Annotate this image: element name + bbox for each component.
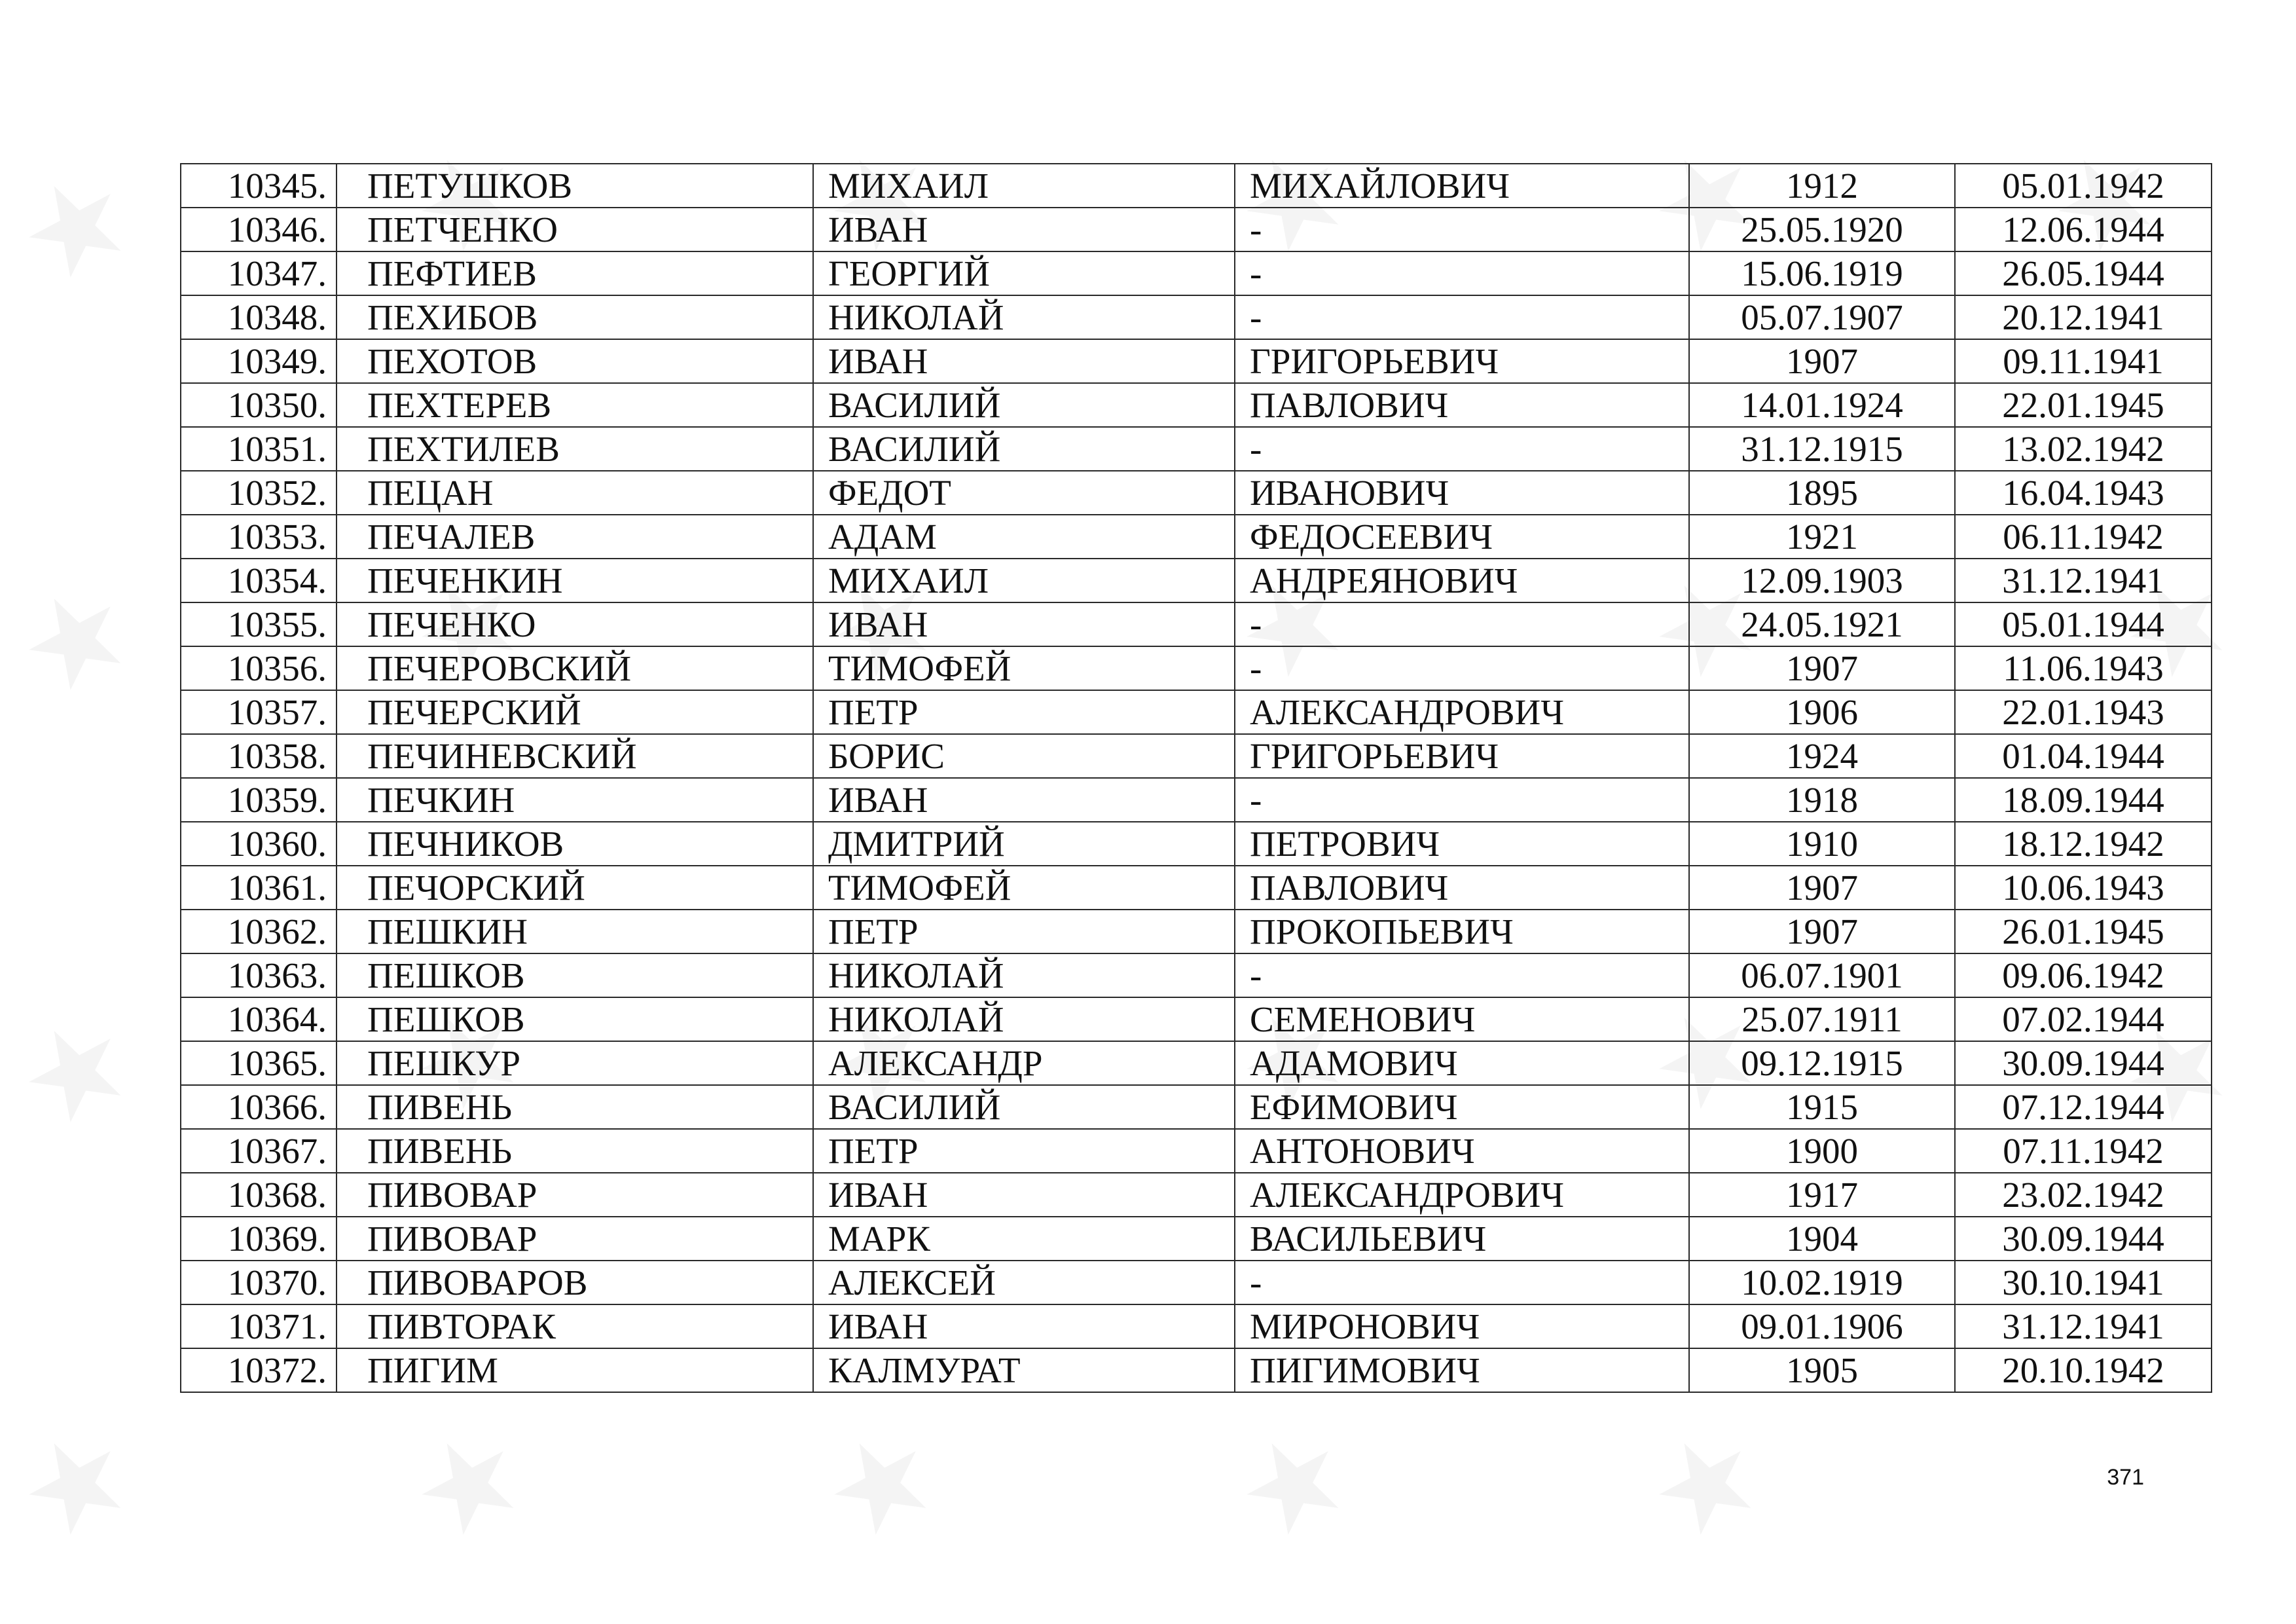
record-number-cell: 10366.: [181, 1085, 337, 1129]
record-number-cell: 10359.: [181, 778, 337, 822]
patronymic-cell: МИХАЙЛОВИЧ: [1235, 164, 1689, 208]
last-name-cell: ПЕХТЕРЕВ: [337, 383, 813, 427]
death-date-cell: 22.01.1945: [1955, 383, 2212, 427]
first-name-cell: АДАМ: [813, 515, 1235, 559]
record-number-cell: 10346.: [181, 208, 337, 251]
last-name-cell: ПЕЧКИН: [337, 778, 813, 822]
patronymic-cell: ЕФИМОВИЧ: [1235, 1085, 1689, 1129]
patronymic-cell: -: [1235, 646, 1689, 690]
death-date-cell: 11.06.1943: [1955, 646, 2212, 690]
last-name-cell: ПИВЕНЬ: [337, 1085, 813, 1129]
last-name-cell: ПЕШКОВ: [337, 997, 813, 1041]
table-row: [181, 1085, 2212, 1129]
page-number: 371: [2107, 1465, 2144, 1490]
death-date-cell: 18.12.1942: [1955, 822, 2212, 866]
first-name-cell: КАЛМУРАТ: [813, 1348, 1235, 1392]
star-icon: [9, 1005, 142, 1137]
record-number-cell: 10367.: [181, 1129, 337, 1173]
table-row: [181, 866, 2212, 910]
birth-date-cell: 1907: [1689, 866, 1955, 910]
record-number-cell: 10352.: [181, 471, 337, 515]
birth-date-cell: 1907: [1689, 339, 1955, 383]
patronymic-cell: -: [1235, 1261, 1689, 1304]
first-name-cell: МАРК: [813, 1217, 1235, 1261]
birth-date-cell: 1906: [1689, 690, 1955, 734]
death-date-cell: 07.12.1944: [1955, 1085, 2212, 1129]
record-number-cell: 10363.: [181, 953, 337, 997]
birth-date-cell: 15.06.1919: [1689, 251, 1955, 295]
table-row: [181, 646, 2212, 690]
first-name-cell: НИКОЛАЙ: [813, 997, 1235, 1041]
last-name-cell: ПЕЧНИКОВ: [337, 822, 813, 866]
last-name-cell: ПЕХТИЛЕВ: [337, 427, 813, 471]
table-row: [181, 953, 2212, 997]
last-name-cell: ПЕФТИЕВ: [337, 251, 813, 295]
record-number-cell: 10345.: [181, 164, 337, 208]
birth-date-cell: 1900: [1689, 1129, 1955, 1173]
death-date-cell: 31.12.1941: [1955, 1304, 2212, 1348]
last-name-cell: ПЕЧЕНКО: [337, 602, 813, 646]
first-name-cell: ВАСИЛИЙ: [813, 427, 1235, 471]
death-date-cell: 18.09.1944: [1955, 778, 2212, 822]
table-row: [181, 251, 2212, 295]
death-date-cell: 09.11.1941: [1955, 339, 2212, 383]
last-name-cell: ПИВОВАР: [337, 1173, 813, 1217]
first-name-cell: ПЕТР: [813, 690, 1235, 734]
first-name-cell: АЛЕКСАНДР: [813, 1041, 1235, 1085]
last-name-cell: ПЕТУШКОВ: [337, 164, 813, 208]
patronymic-cell: ФЕДОСЕЕВИЧ: [1235, 515, 1689, 559]
first-name-cell: МИХАИЛ: [813, 164, 1235, 208]
death-date-cell: 22.01.1943: [1955, 690, 2212, 734]
birth-date-cell: 1904: [1689, 1217, 1955, 1261]
record-number-cell: 10360.: [181, 822, 337, 866]
birth-date-cell: 31.12.1915: [1689, 427, 1955, 471]
patronymic-cell: ГРИГОРЬЕВИЧ: [1235, 734, 1689, 778]
patronymic-cell: ПЕТРОВИЧ: [1235, 822, 1689, 866]
death-date-cell: 13.02.1942: [1955, 427, 2212, 471]
star-icon: [1227, 1417, 1360, 1550]
last-name-cell: ПЕЧОРСКИЙ: [337, 866, 813, 910]
record-number-cell: 10351.: [181, 427, 337, 471]
patronymic-cell: ПРОКОПЬЕВИЧ: [1235, 910, 1689, 953]
patronymic-cell: АДАМОВИЧ: [1235, 1041, 1689, 1085]
patronymic-cell: ГРИГОРЬЕВИЧ: [1235, 339, 1689, 383]
record-number-cell: 10353.: [181, 515, 337, 559]
death-date-cell: 09.06.1942: [1955, 953, 2212, 997]
birth-date-cell: 1912: [1689, 164, 1955, 208]
table-row: [181, 1217, 2212, 1261]
table-row: [181, 910, 2212, 953]
star-icon: [9, 160, 142, 293]
birth-date-cell: 1905: [1689, 1348, 1955, 1392]
patronymic-cell: ИВАНОВИЧ: [1235, 471, 1689, 515]
table-row: [181, 1261, 2212, 1304]
table-row: [181, 383, 2212, 427]
record-number-cell: 10362.: [181, 910, 337, 953]
birth-date-cell: 05.07.1907: [1689, 295, 1955, 339]
last-name-cell: ПЕЧАЛЕВ: [337, 515, 813, 559]
first-name-cell: ИВАН: [813, 208, 1235, 251]
record-number-cell: 10349.: [181, 339, 337, 383]
first-name-cell: ТИМОФЕЙ: [813, 646, 1235, 690]
table-row: [181, 339, 2212, 383]
birth-date-cell: 1910: [1689, 822, 1955, 866]
first-name-cell: ДМИТРИЙ: [813, 822, 1235, 866]
death-date-cell: 06.11.1942: [1955, 515, 2212, 559]
table-row: [181, 427, 2212, 471]
patronymic-cell: СЕМЕНОВИЧ: [1235, 997, 1689, 1041]
patronymic-cell: ПИГИМОВИЧ: [1235, 1348, 1689, 1392]
table-row: [181, 295, 2212, 339]
first-name-cell: ИВАН: [813, 339, 1235, 383]
table-row: [181, 778, 2212, 822]
first-name-cell: ИВАН: [813, 778, 1235, 822]
birth-date-cell: 24.05.1921: [1689, 602, 1955, 646]
last-name-cell: ПЕХИБОВ: [337, 295, 813, 339]
record-number-cell: 10365.: [181, 1041, 337, 1085]
patronymic-cell: АНТОНОВИЧ: [1235, 1129, 1689, 1173]
table-row: [181, 690, 2212, 734]
table-row: [181, 1041, 2212, 1085]
patronymic-cell: -: [1235, 208, 1689, 251]
last-name-cell: ПЕЧЕНКИН: [337, 559, 813, 602]
last-name-cell: ПЕЦАН: [337, 471, 813, 515]
records-table: [180, 163, 2212, 1393]
table-row: [181, 515, 2212, 559]
table-row: [181, 559, 2212, 602]
table-row: [181, 471, 2212, 515]
table-row: [181, 1129, 2212, 1173]
record-number-cell: 10357.: [181, 690, 337, 734]
last-name-cell: ПИВЕНЬ: [337, 1129, 813, 1173]
last-name-cell: ПИВТОРАК: [337, 1304, 813, 1348]
last-name-cell: ПЕШКОВ: [337, 953, 813, 997]
first-name-cell: МИХАИЛ: [813, 559, 1235, 602]
table-row: [181, 1173, 2212, 1217]
first-name-cell: ПЕТР: [813, 910, 1235, 953]
death-date-cell: 20.10.1942: [1955, 1348, 2212, 1392]
patronymic-cell: -: [1235, 427, 1689, 471]
last-name-cell: ПЕЧЕРСКИЙ: [337, 690, 813, 734]
table-row: [181, 208, 2212, 251]
birth-date-cell: 10.02.1919: [1689, 1261, 1955, 1304]
record-number-cell: 10368.: [181, 1173, 337, 1217]
birth-date-cell: 14.01.1924: [1689, 383, 1955, 427]
birth-date-cell: 06.07.1901: [1689, 953, 1955, 997]
birth-date-cell: 1907: [1689, 910, 1955, 953]
last-name-cell: ПЕШКИН: [337, 910, 813, 953]
patronymic-cell: ВАСИЛЬЕВИЧ: [1235, 1217, 1689, 1261]
record-number-cell: 10358.: [181, 734, 337, 778]
death-date-cell: 07.11.1942: [1955, 1129, 2212, 1173]
first-name-cell: ИВАН: [813, 602, 1235, 646]
death-date-cell: 30.10.1941: [1955, 1261, 2212, 1304]
last-name-cell: ПЕЧИНЕВСКИЙ: [337, 734, 813, 778]
patronymic-cell: ПАВЛОВИЧ: [1235, 383, 1689, 427]
first-name-cell: БОРИС: [813, 734, 1235, 778]
table-row: [181, 164, 2212, 208]
record-number-cell: 10354.: [181, 559, 337, 602]
record-number-cell: 10347.: [181, 251, 337, 295]
table-row: [181, 997, 2212, 1041]
death-date-cell: 20.12.1941: [1955, 295, 2212, 339]
first-name-cell: АЛЕКСЕЙ: [813, 1261, 1235, 1304]
death-date-cell: 26.05.1944: [1955, 251, 2212, 295]
patronymic-cell: АЛЕКСАНДРОВИЧ: [1235, 1173, 1689, 1217]
first-name-cell: ФЕДОТ: [813, 471, 1235, 515]
birth-date-cell: 1907: [1689, 646, 1955, 690]
death-date-cell: 26.01.1945: [1955, 910, 2212, 953]
record-number-cell: 10369.: [181, 1217, 337, 1261]
first-name-cell: НИКОЛАЙ: [813, 953, 1235, 997]
death-date-cell: 05.01.1942: [1955, 164, 2212, 208]
patronymic-cell: МИРОНОВИЧ: [1235, 1304, 1689, 1348]
star-icon: [1639, 1417, 1772, 1550]
patronymic-cell: АЛЕКСАНДРОВИЧ: [1235, 690, 1689, 734]
death-date-cell: 30.09.1944: [1955, 1041, 2212, 1085]
first-name-cell: ВАСИЛИЙ: [813, 1085, 1235, 1129]
table-row: [181, 1304, 2212, 1348]
record-number-cell: 10364.: [181, 997, 337, 1041]
patronymic-cell: -: [1235, 295, 1689, 339]
birth-date-cell: 09.01.1906: [1689, 1304, 1955, 1348]
birth-date-cell: 1921: [1689, 515, 1955, 559]
first-name-cell: ТИМОФЕЙ: [813, 866, 1235, 910]
patronymic-cell: -: [1235, 778, 1689, 822]
last-name-cell: ПЕЧЕРОВСКИЙ: [337, 646, 813, 690]
last-name-cell: ПЕХОТОВ: [337, 339, 813, 383]
last-name-cell: ПЕТЧЕНКО: [337, 208, 813, 251]
birth-date-cell: 25.07.1911: [1689, 997, 1955, 1041]
patronymic-cell: -: [1235, 602, 1689, 646]
record-number-cell: 10356.: [181, 646, 337, 690]
last-name-cell: ПЕШКУР: [337, 1041, 813, 1085]
first-name-cell: ИВАН: [813, 1304, 1235, 1348]
table-row: [181, 1348, 2212, 1392]
star-icon: [9, 572, 142, 705]
birth-date-cell: 1895: [1689, 471, 1955, 515]
star-icon: [9, 1417, 142, 1550]
birth-date-cell: 1917: [1689, 1173, 1955, 1217]
record-number-cell: 10361.: [181, 866, 337, 910]
patronymic-cell: АНДРЕЯНОВИЧ: [1235, 559, 1689, 602]
death-date-cell: 16.04.1943: [1955, 471, 2212, 515]
last-name-cell: ПИВОВАР: [337, 1217, 813, 1261]
first-name-cell: ГЕОРГИЙ: [813, 251, 1235, 295]
first-name-cell: НИКОЛАЙ: [813, 295, 1235, 339]
patronymic-cell: ПАВЛОВИЧ: [1235, 866, 1689, 910]
patronymic-cell: -: [1235, 953, 1689, 997]
death-date-cell: 31.12.1941: [1955, 559, 2212, 602]
last-name-cell: ПИГИМ: [337, 1348, 813, 1392]
death-date-cell: 30.09.1944: [1955, 1217, 2212, 1261]
record-number-cell: 10355.: [181, 602, 337, 646]
star-icon: [814, 1417, 947, 1550]
death-date-cell: 10.06.1943: [1955, 866, 2212, 910]
table-row: [181, 602, 2212, 646]
record-number-cell: 10350.: [181, 383, 337, 427]
first-name-cell: ПЕТР: [813, 1129, 1235, 1173]
birth-date-cell: 25.05.1920: [1689, 208, 1955, 251]
birth-date-cell: 1924: [1689, 734, 1955, 778]
birth-date-cell: 1915: [1689, 1085, 1955, 1129]
death-date-cell: 01.04.1944: [1955, 734, 2212, 778]
death-date-cell: 05.01.1944: [1955, 602, 2212, 646]
table-row: [181, 734, 2212, 778]
patronymic-cell: -: [1235, 251, 1689, 295]
record-number-cell: 10370.: [181, 1261, 337, 1304]
birth-date-cell: 12.09.1903: [1689, 559, 1955, 602]
death-date-cell: 07.02.1944: [1955, 997, 2212, 1041]
records-table-body: [181, 164, 2212, 1392]
table-row: [181, 822, 2212, 866]
record-number-cell: 10372.: [181, 1348, 337, 1392]
birth-date-cell: 09.12.1915: [1689, 1041, 1955, 1085]
birth-date-cell: 1918: [1689, 778, 1955, 822]
star-icon: [402, 1417, 535, 1550]
first-name-cell: ИВАН: [813, 1173, 1235, 1217]
first-name-cell: ВАСИЛИЙ: [813, 383, 1235, 427]
record-number-cell: 10371.: [181, 1304, 337, 1348]
last-name-cell: ПИВОВАРОВ: [337, 1261, 813, 1304]
record-number-cell: 10348.: [181, 295, 337, 339]
death-date-cell: 12.06.1944: [1955, 208, 2212, 251]
death-date-cell: 23.02.1942: [1955, 1173, 2212, 1217]
